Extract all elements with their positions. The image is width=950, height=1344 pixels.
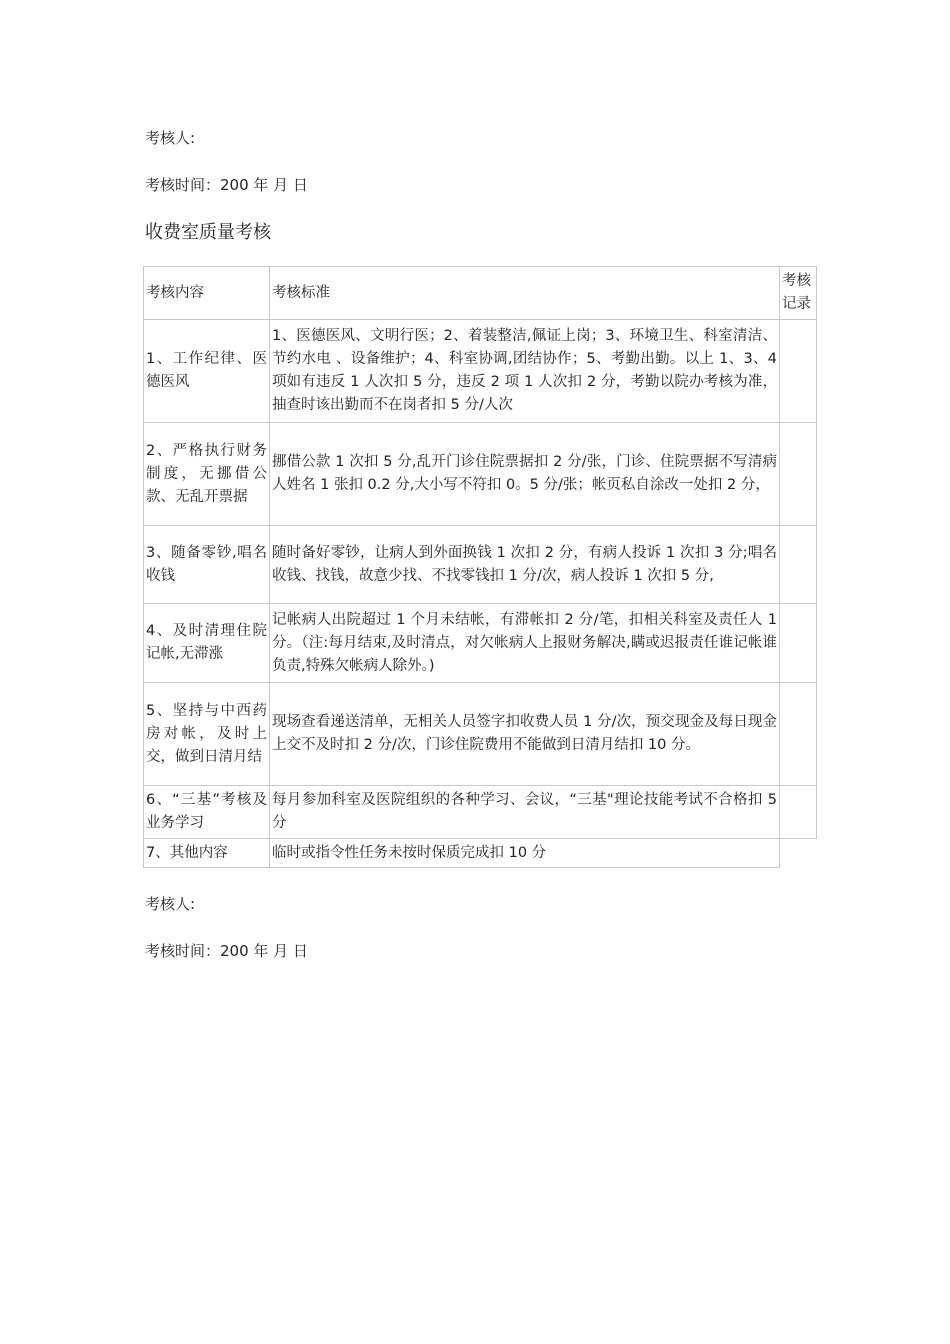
row-content: 3、随备零钞,唱名收钱 xyxy=(144,526,270,604)
row-content: 2、严格执行财务制度，无挪借公款、无乱开票据 xyxy=(144,423,270,526)
assessment-table xyxy=(143,266,817,868)
row-standard: 临时或指令性任务未按时保质完成扣 10 分 xyxy=(270,839,780,868)
row-standard: 记帐病人出院超过 1 个月未结帐，有滞帐扣 2 分/笔，扣相关科室及责任人 1 分。（注:每月结束,及时清点，对欠帐病人上报财务解决,瞒或迟报责任谁记帐谁负责,特殊欠帐病人除外。) xyxy=(270,604,780,683)
row-standard: 随时备好零钞，让病人到外面换钱 1 次扣 2 分，有病人投诉 1 次扣 3 分;唱名收钱、找钱，故意少找、不找零钱扣 1 分/次，病人投诉 1 次扣 5 分, xyxy=(270,526,780,604)
row-content: 5、坚持与中西药房对帐，及时上交，做到日清月结 xyxy=(144,683,270,786)
header-content: 考核内容 xyxy=(144,267,270,320)
assessor-label-top: 考核人: xyxy=(145,129,196,147)
table-header-row xyxy=(144,267,817,320)
row-content: 4、及时清理住院记帐,无滞涨 xyxy=(144,604,270,683)
row-record xyxy=(780,683,817,786)
row-standard: 1、医德医风、文明行医；2、着装整洁,佩证上岗；3、环境卫生、科室清洁、节约水电 、设备维护；4、科室协调,团结协作；5、考勤出勤。以上 1、3、4 项如有违反 1 人次扣 5 分，违反 2 项 1 人次扣 2 分，考勤以院办考核为准，抽查时该出勤而不在岗者扣 5 分/人次 xyxy=(270,320,780,423)
row-standard: 现场查看递送清单，无相关人员签字扣收费人员 1 分/次，预交现金及每日现金上交不及时扣 2 分/次，门诊住院费用不能做到日清月结扣 10 分。 xyxy=(270,683,780,786)
table-row xyxy=(144,423,817,526)
table-row xyxy=(144,320,817,423)
row-record xyxy=(780,526,817,604)
table-row xyxy=(144,604,817,683)
table-row xyxy=(144,526,817,604)
assessor-label-bottom: 考核人: xyxy=(145,895,196,913)
row-standard: 每月参加科室及医院组织的各种学习、会议，“三基"理论技能考试不合格扣 5 分 xyxy=(270,786,780,839)
table-row xyxy=(144,839,817,868)
page-title: 收费室质量考核 xyxy=(145,222,271,243)
row-record xyxy=(780,604,817,683)
row-record xyxy=(780,839,817,868)
row-standard: 挪借公款 1 次扣 5 分,乱开门诊住院票据扣 2 分/张，门诊、住院票据不写清病人姓名 1 张扣 0.2 分,大小写不符扣 0。5 分/张；帐页私自涂改一处扣 2 分， xyxy=(270,423,780,526)
assessment-time-top: 考核时间：200 年 月 日 xyxy=(145,176,308,194)
row-content: 6、“三基”考核及业务学习 xyxy=(144,786,270,839)
row-content: 7、其他内容 xyxy=(144,839,270,868)
table-row xyxy=(144,786,817,839)
row-record xyxy=(780,320,817,423)
row-content: 1、工作纪律、医德医风 xyxy=(144,320,270,423)
row-record xyxy=(780,786,817,839)
assessment-time-bottom: 考核时间：200 年 月 日 xyxy=(145,942,308,960)
row-record xyxy=(780,423,817,526)
table-row xyxy=(144,683,817,786)
header-standard: 考核标准 xyxy=(270,267,780,320)
header-record: 考核记录 xyxy=(780,267,817,320)
